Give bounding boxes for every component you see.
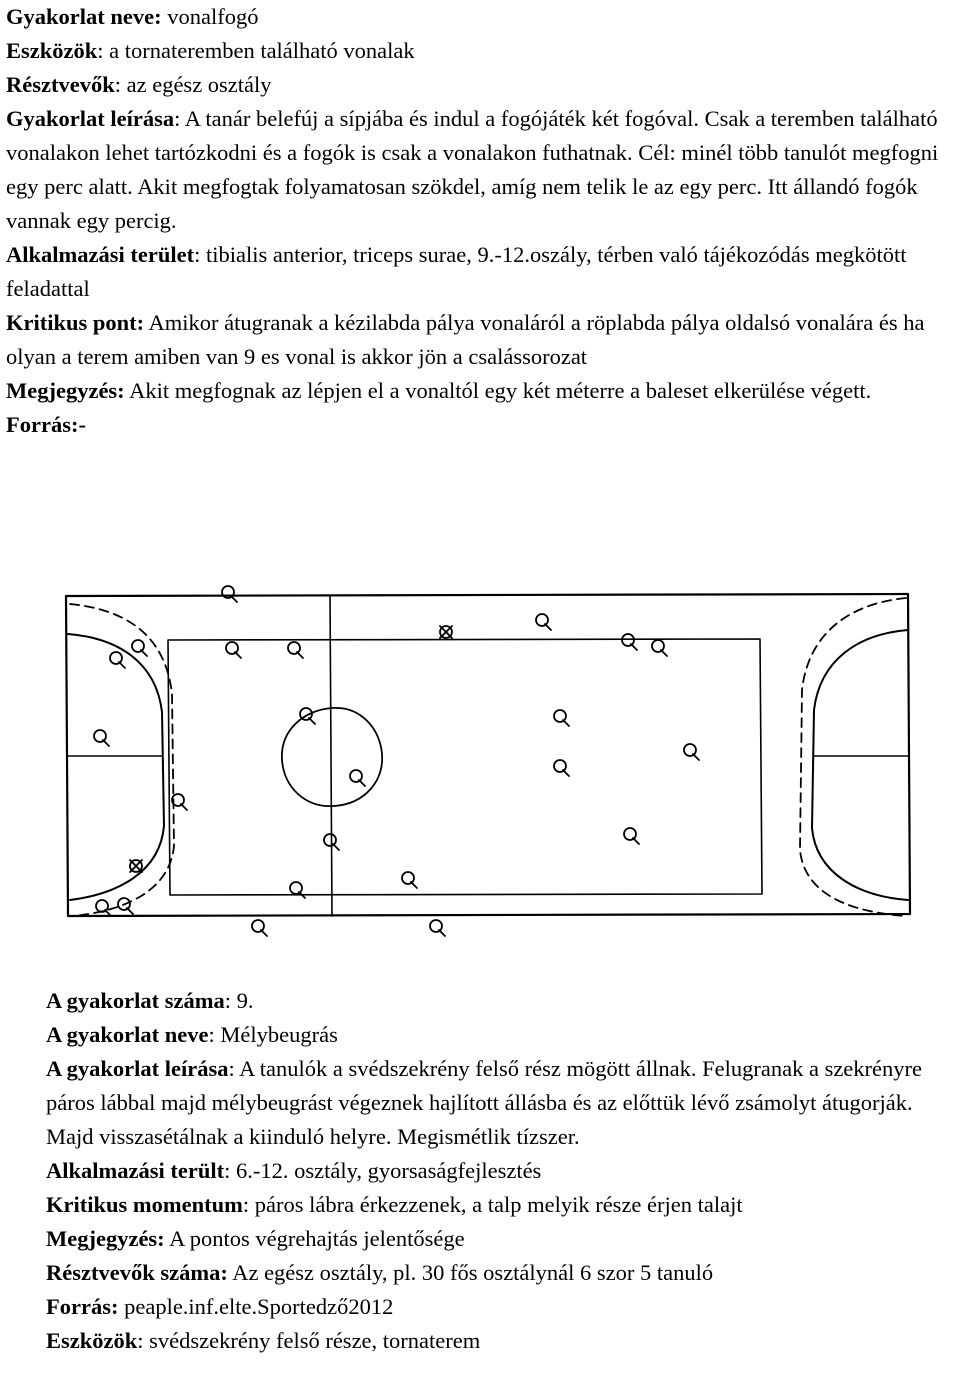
center-line: [330, 596, 332, 916]
player-marker: [132, 640, 147, 656]
left-goal-area: [68, 634, 164, 900]
player-marker: [94, 730, 109, 746]
player-marker: [350, 770, 365, 786]
player-marker: [624, 828, 639, 844]
exercise-2-tools: Eszközök: svédszekrény felső része, tornaterem: [46, 1328, 481, 1353]
exercise-1-application: Alkalmazási terület: tibialis anterior, triceps surae, 9.-12.oszály, térben való tájékozódás megkötött feladattal: [6, 242, 907, 301]
player-marker: [96, 900, 111, 916]
exercise-1-participants: Résztvevők: az egész osztály: [6, 72, 272, 97]
exercise-2-description-text: A gyakorlat leírása: A tanulók a svédszekrény felső rész mögött állnak. Felugranak a szekrényre páros lábbal majd mélybeugrást végeznek hajlított állásba és az előttük lévő zsámolyt átugorják. Majd visszasétálnak a kiinduló helyre. Megismétlik tízszer.: [46, 1056, 923, 1149]
exercise-2-name: A gyakorlat neve: Mélybeugrás: [46, 1022, 338, 1047]
exercise-2-participants: Résztvevők száma: Az egész osztály, pl. 30 fős osztálynál 6 szor 5 tanuló: [46, 1260, 714, 1285]
player-marker: [554, 710, 569, 726]
exercise-1-note: Megjegyzés: Akit megfognak az lépjen el a vonaltól egy két méterre a baleset elkerülése végett.: [6, 378, 872, 403]
player-marker: [554, 760, 569, 776]
player-marker: [536, 614, 551, 630]
exercise-1-name: Gyakorlat neve: vonalfogó: [6, 4, 259, 29]
right-goal-area: [812, 630, 908, 900]
player-marker: [440, 626, 452, 638]
exercise-2-number: A gyakorlat száma: 9.: [46, 988, 254, 1013]
player-marker: [226, 642, 241, 658]
player-marker: [430, 920, 445, 936]
exercise-1-description-text: Gyakorlat leírása: A tanár belefúj a sípjába és indul a fogójáték két fogóval. Csak a teremben található vonalakon lehet tartózkodni és a fogók is csak a vonalakon futhatnak. Cél: minél több tanulót megfogni egy perc alatt. Akit megfogtak folyamatosan szökdel, amíg nem telik le az egy perc. Itt állandó fogók vannak egy percig.: [6, 106, 939, 233]
exercise-2-source: Forrás: peaple.inf.elte.Sportedző2012: [46, 1294, 394, 1319]
exercise-1-critical-point: Kritikus pont: Amikor átugranak a kézilabda pálya vonaláról a röplabda pálya oldalsó vonalára és ha olyan a terem amiben van 9 es vonal is akkor jön a csalássorozat: [6, 310, 925, 369]
exercise-2-note: Megjegyzés: A pontos végrehajtás jelentősége: [46, 1226, 465, 1251]
exercise-1-description: [6, 0, 954, 442]
player-marker: [652, 640, 667, 656]
court-diagram-sketch: [60, 570, 920, 960]
player-marker: [288, 642, 303, 658]
exercise-1-source: Forrás:-: [6, 412, 86, 437]
player-marker: [290, 882, 305, 898]
player-marker: [110, 652, 125, 668]
player-marker: [300, 708, 315, 724]
exercise-1-tools: Eszközök: a tornateremben található vonalak: [6, 38, 415, 63]
exercise-2-description: [46, 984, 958, 1358]
left-free-throw-line: [70, 604, 174, 916]
inner-court-outline: [168, 639, 762, 895]
player-marker: [402, 872, 417, 888]
exercise-2-critical-moment: Kritikus momentum: páros lábra érkezzenek, a talp melyik része érjen talajt: [46, 1192, 743, 1217]
exercise-2-application: Alkalmazási terült: 6.-12. osztály, gyorsaságfejlesztés: [46, 1158, 542, 1183]
player-marker: [130, 860, 142, 872]
player-marker: [684, 744, 699, 760]
player-marker: [118, 898, 133, 914]
player-marker: [622, 634, 637, 650]
player-marker: [222, 586, 237, 602]
court-outline: [66, 594, 910, 916]
player-marker: [252, 920, 267, 936]
